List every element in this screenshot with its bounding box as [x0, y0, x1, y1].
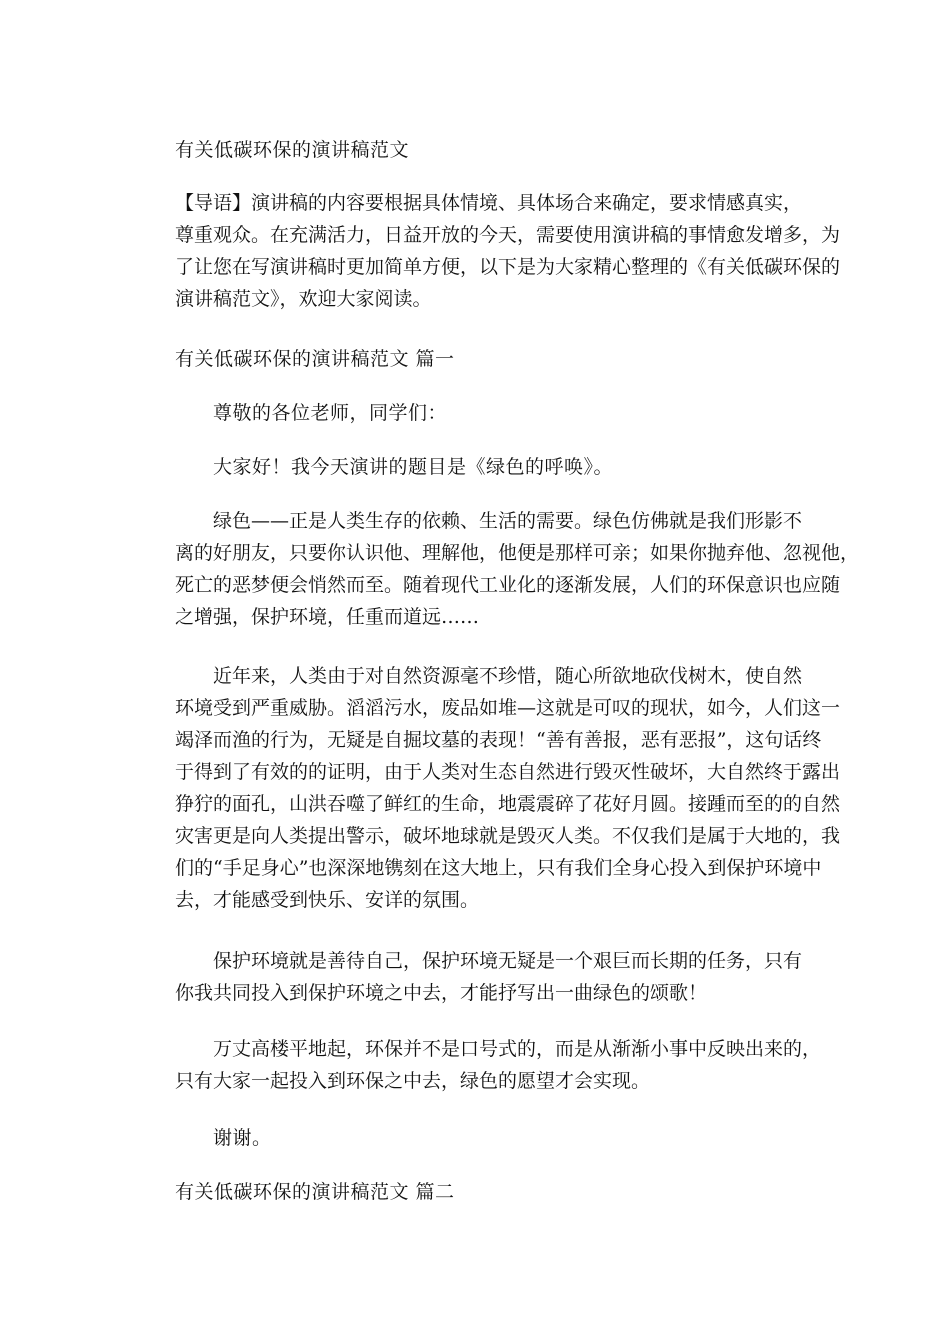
paragraph-line: 你我共同投入到保护环境之中去，才能抒写出一曲绿色的颂歌！: [175, 982, 708, 1004]
paragraph-line: 死亡的恶梦便会悄然而至。随着现代工业化的逐渐发展，人们的环保意识也应随: [175, 574, 841, 596]
paragraph-line: 环境受到严重威胁。滔滔污水，废品如堆—这就是可叹的现状，如今，人们这一: [175, 697, 841, 719]
paragraph-line: 灾害更是向人类提出警示，破坏地球就是毁灭人类。不仅我们是属于大地的，我: [175, 825, 841, 847]
greeting: 尊敬的各位老师，同学们：: [213, 402, 448, 424]
paragraph-line: 离的好朋友，只要你认识他、理解他，他便是那样可亲；如果你抛弃他、忽视他，: [175, 542, 860, 564]
paragraph-3: [137, 945, 817, 1009]
paragraph-line: 们的“手足身心”也深深地镌刻在这大地上，只有我们全身心投入到保护环境中: [175, 857, 822, 879]
closing-thanks: 谢谢。: [213, 1127, 272, 1149]
intro-line: 演讲稿范文》，欢迎大家阅读。: [175, 288, 432, 310]
intro-paragraph: [137, 187, 841, 315]
paragraph-line: 万丈高楼平地起，环保并不是口号式的，而是从渐渐小事中反映出来的，: [213, 1038, 822, 1060]
paragraph-line: 近年来，人类由于对自然资源毫不珍惜，随心所欲地砍伐树木，使自然: [213, 665, 803, 687]
paragraph-line: 绿色——正是人类生存的依赖、生活的需要。绿色仿佛就是我们形影不: [213, 510, 803, 532]
section-heading-2: 有关低碳环保的演讲稿范文 篇二: [175, 1181, 455, 1203]
section-heading-1: 有关低碳环保的演讲稿范文 篇一: [175, 348, 455, 370]
intro-line: 了让您在写演讲稿时更加简单方便，以下是为大家精心整理的《有关低碳环保的: [175, 256, 841, 278]
intro-line: 【导语】演讲稿的内容要根据具体情境、具体场合来确定，要求情感真实，: [175, 192, 803, 214]
paragraph-line: 于得到了有效的的证明，由于人类对生态自然进行毁灭性破坏，大自然终于露出: [175, 761, 841, 783]
paragraph-line: 去，才能感受到快乐、安详的氛围。: [175, 889, 480, 911]
document-title: 有关低碳环保的演讲稿范文: [175, 139, 410, 161]
paragraph-1: [137, 505, 860, 633]
paragraph-4: [137, 1033, 822, 1097]
paragraph-line: 竭泽而渔的行为，无疑是自掘坟墓的表现！“善有善报，恶有恶报”，这句话终: [175, 729, 822, 751]
paragraph-line: 狰狞的面孔，山洪吞噬了鲜红的生命，地震震碎了花好月圆。接踵而至的的自然: [175, 793, 841, 815]
opening-line: 大家好！我今天演讲的题目是《绿色的呼唤》。: [213, 456, 614, 478]
paragraph-line: 保护环境就是善待自己，保护环境无疑是一个艰巨而长期的任务，只有: [213, 950, 803, 972]
paragraph-line: 之增强，保护环境，任重而道远……: [175, 606, 480, 628]
intro-line: 尊重观众。在充满活力，日益开放的今天，需要使用演讲稿的事情愈发增多，为: [175, 224, 841, 246]
paragraph-line: 只有大家一起投入到环保之中去，绿色的愿望才会实现。: [175, 1070, 651, 1092]
paragraph-2: [137, 660, 841, 916]
